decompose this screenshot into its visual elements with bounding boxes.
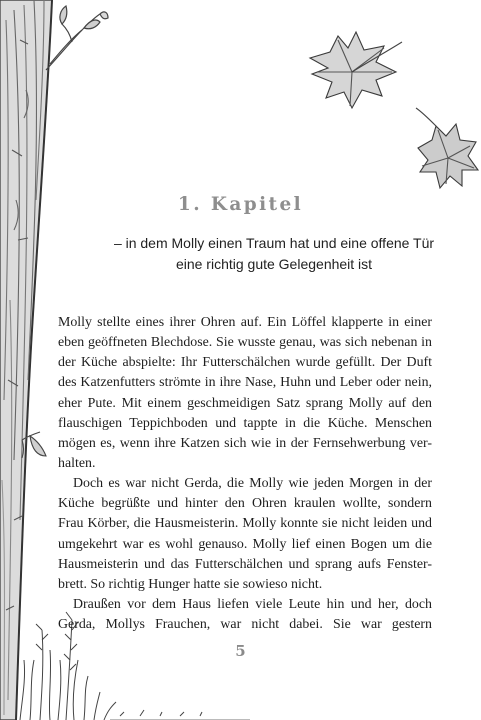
text-line: halten.: [58, 455, 96, 471]
text-line: Draußen vor dem Haus liefen viele Leute hin und her, doch: [73, 596, 432, 612]
chapter-title: 1. Kapitel: [177, 194, 304, 215]
chapter-subtitle: [64, 233, 481, 275]
page-number: 5: [235, 642, 246, 660]
branch-drawing: [46, 6, 108, 70]
text-line: umgekehrt war es wohl genauso. Molly lief einen Bogen um die: [58, 536, 432, 552]
body-text: [58, 313, 432, 635]
subtitle-line: – in dem Molly einen Traum hat und eine offene Tür: [113, 235, 435, 251]
text-line: eben geöffneten Blechdose. Sie wusste genau, was sich nebenan in: [58, 335, 432, 351]
text-line: der Küche abspielte: Ihr Futterschälchen wurde gefüllt. Der Duft: [58, 355, 432, 371]
maple-leaf-drawing-small: [416, 108, 478, 188]
tree-trunk-drawing: [0, 0, 52, 720]
text-line: Hausmeisterin und das Futterschälchen und sprang aufs Fenster-: [58, 556, 432, 572]
maple-leaf-drawing: [310, 32, 402, 108]
text-line: Molly stellte eines ihrer Ohren auf. Ein Löffel klapperte in einer: [58, 315, 432, 330]
text-line: Frau Körber, die Hausmeisterin. Molly konnte sie nicht leiden und: [58, 516, 432, 532]
text-line: Küche begrüßte und hinter den Ohren kraulen wollte, sondern: [58, 496, 432, 512]
text-line: mögen es, wenn ihre Katzen sich wie in der Fernsehwerbung ver-: [58, 435, 432, 451]
text-line: flauschigen Teppichboden und tappte in die Küche. Menschen: [58, 415, 432, 431]
subtitle-line: eine richtig gute Gelegenheit ist: [175, 256, 373, 272]
text-line: Doch es war nicht Gerda, die Molly wie jeden Morgen in der: [73, 476, 432, 492]
text-line: eher Pute. Mit einem geschmeidigen Satz sprang Molly auf den: [58, 395, 432, 411]
text-line: brett. So richtig Hunger hatte sie sowieso nicht.: [58, 576, 323, 592]
text-line: Gerda, Mollys Frauchen, war nicht dabei. Sie war gestern: [58, 617, 432, 633]
text-line: des Katzenfutters strömte in ihre Nase, Huhn und Leber oder nein,: [58, 375, 432, 391]
